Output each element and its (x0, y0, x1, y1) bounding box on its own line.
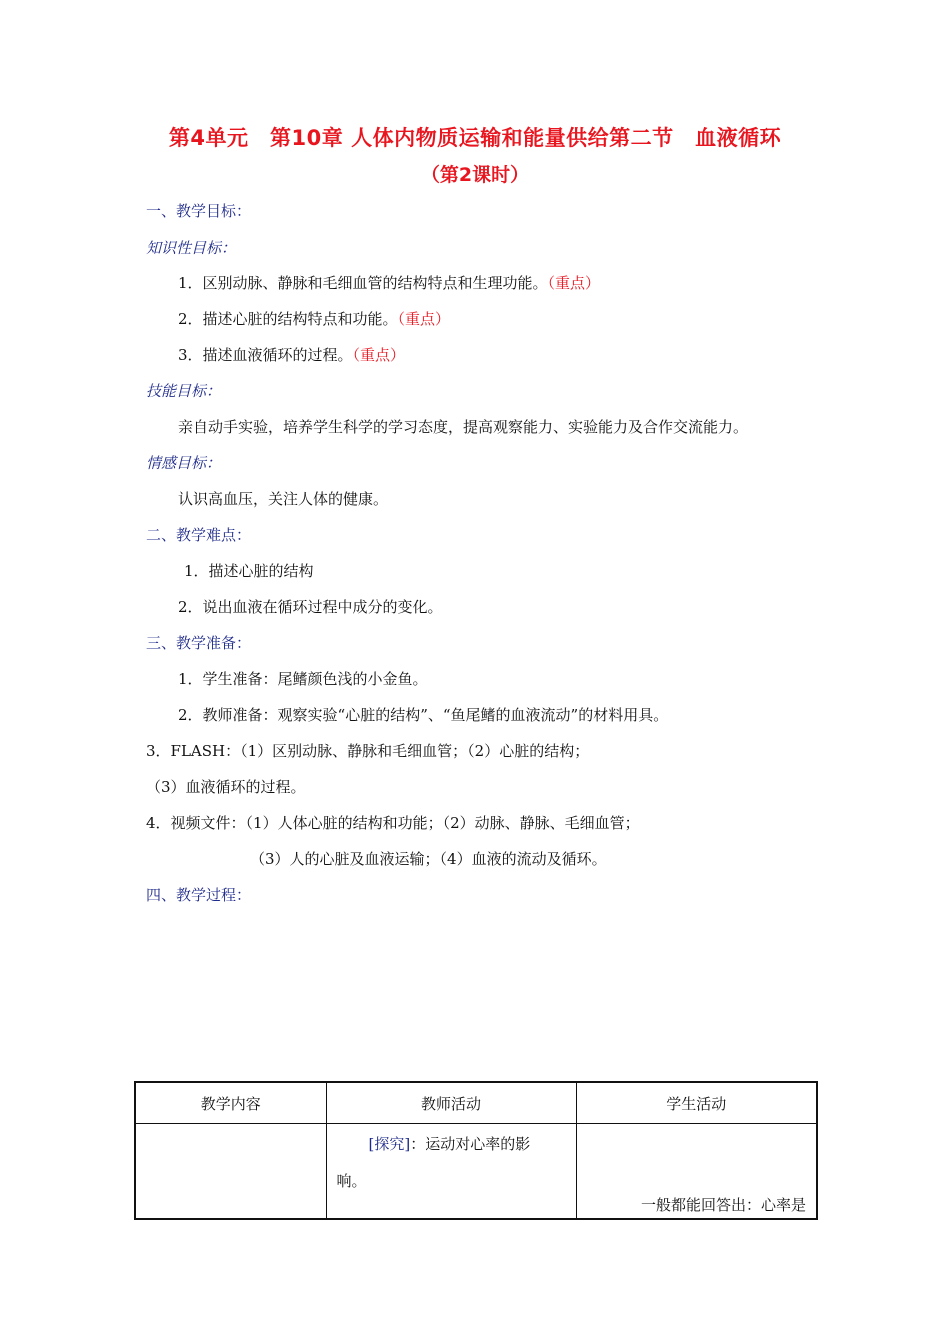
content-cell (135, 1124, 326, 1220)
video-line-2: （3）人的心脏及血液运输；（4）血液的流动及循环。 (250, 850, 607, 868)
teacher-text: ：运动对心率的影 (410, 1135, 531, 1153)
process-heading: 四、教学过程： (146, 886, 252, 904)
lesson-table (134, 1081, 818, 1220)
key-point-tag: （重点） (397, 310, 451, 328)
header-student: 学生活动 (576, 1082, 817, 1124)
key-point-tag: （重点） (352, 346, 406, 364)
emotion-text: 认识高血压，关注人体的健康。 (178, 490, 389, 508)
header-teacher: 教师活动 (326, 1082, 576, 1124)
header-content: 教学内容 (135, 1082, 326, 1124)
knowledge-item-1 (178, 272, 600, 293)
knowledge-item-2 (178, 308, 450, 329)
prep-item-2: 2．教师准备：观察实验“心脏的结构”、“鱼尾鳍的血液流动”的材料用具。 (178, 706, 669, 724)
table-header-row (135, 1082, 817, 1124)
document-title: 第4单元 第10章 人体内物质运输和能量供给第二节 血液循环 (168, 126, 782, 150)
flash-line-1: 3．FLASH：（1）区别动脉、静脉和毛细血管；（2）心脏的结构； (146, 742, 590, 760)
difficulty-item-2: 2．说出血液在循环过程中成分的变化。 (178, 598, 443, 616)
difficulty-item-1: 1．描述心脏的结构 (184, 562, 314, 580)
flash-line-2: （3）血液循环的过程。 (146, 778, 306, 796)
knowledge-item-text: 1．区别动脉、静脉和毛细血管的结构特点和生理功能。 (178, 274, 548, 292)
difficulty-heading: 二、教学难点： (146, 526, 252, 544)
skill-text: 亲自动手实验，培养学生科学的学习态度，提高观察能力、实验能力及合作交流能力。 (178, 418, 749, 436)
teacher-cell (326, 1124, 576, 1220)
student-cell (576, 1124, 817, 1220)
prep-item-1: 1．学生准备：尾鳍颜色浅的小金鱼。 (178, 670, 428, 688)
teacher-line-1 (369, 1133, 531, 1154)
knowledge-item-text: 2．描述心脏的结构特点和功能。 (178, 310, 398, 328)
skill-heading: 技能目标： (146, 382, 222, 400)
prep-heading: 三、教学准备： (146, 634, 252, 652)
table-row (135, 1124, 817, 1220)
video-line-1: 4．视频文件：（1）人体心脏的结构和功能；（2）动脉、静脉、毛细血管； (146, 814, 640, 832)
teacher-line-2: 响。 (336, 1172, 367, 1190)
key-point-tag: （重点） (547, 274, 601, 292)
student-text: 一般都能回答出：心率是 (640, 1196, 806, 1214)
objectives-heading: 一、教学目标： (146, 202, 252, 220)
document-subtitle: （第2课时） (420, 164, 530, 186)
emotion-heading: 情感目标： (146, 454, 222, 472)
knowledge-heading: 知识性目标： (146, 239, 237, 257)
knowledge-item-3 (178, 344, 405, 365)
explore-tag: [探究] (368, 1135, 411, 1153)
knowledge-item-text: 3．描述血液循环的过程。 (178, 346, 353, 364)
